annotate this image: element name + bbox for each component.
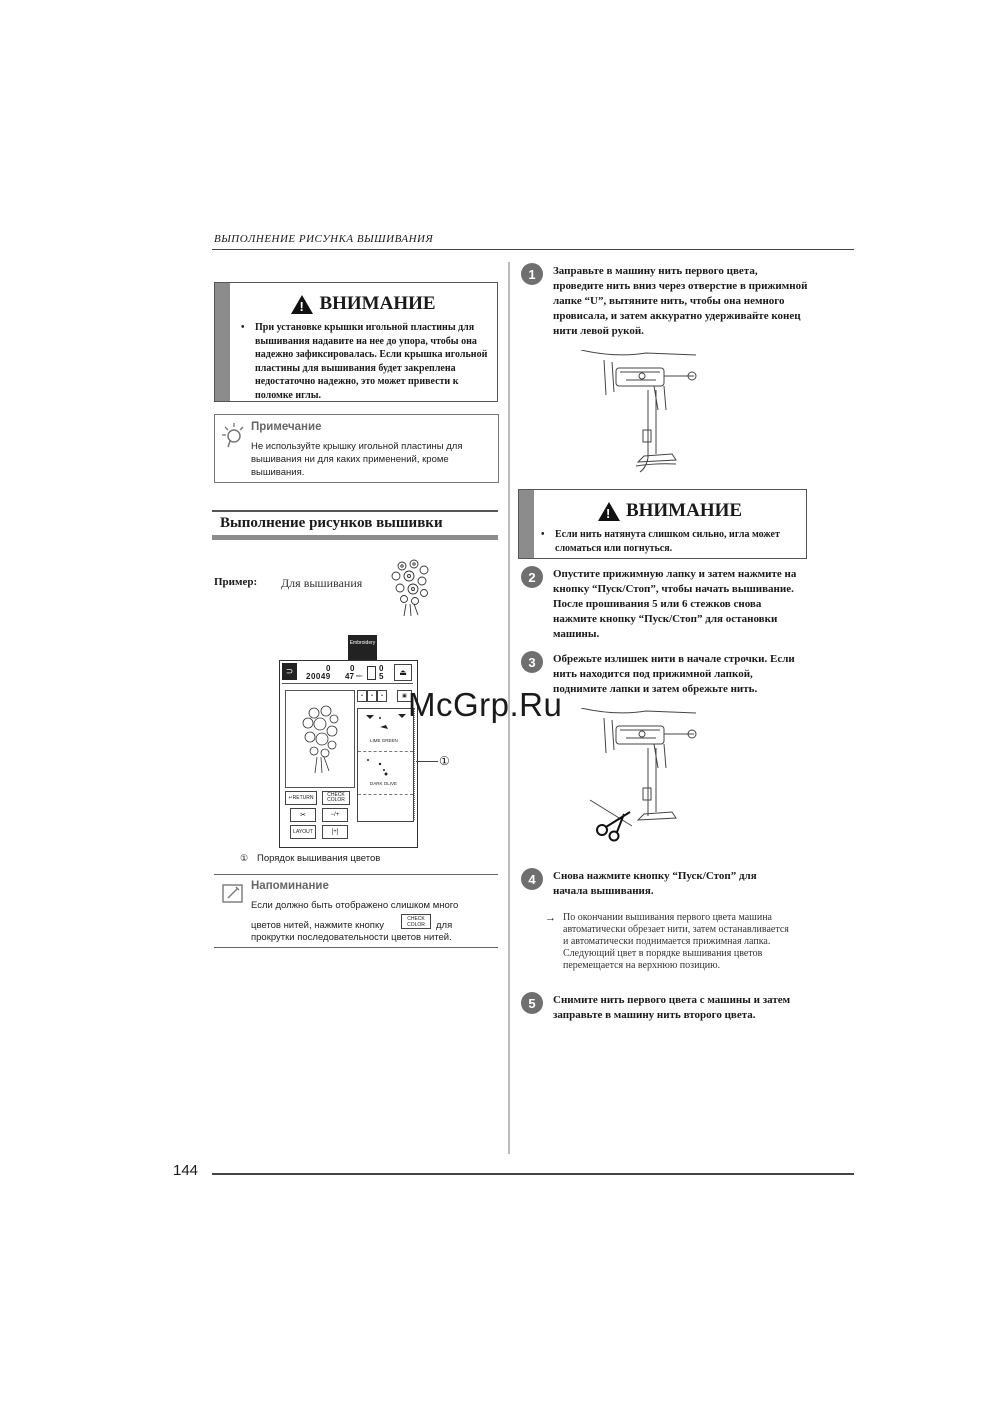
needle-mode-button[interactable]: ⏏	[394, 664, 412, 681]
step-1-text: Заправьте в машину нить первого цвета, проведите нить вниз через отверстие в прижимной лапке “U”, вытяните нить, чтобы она немного провисала, и затем аккуратно удерживайте конец нити левой рукой.	[553, 265, 808, 337]
min-unit: min	[356, 673, 363, 678]
lightbulb-icon	[221, 421, 245, 449]
color-counter-total: 5	[379, 672, 384, 681]
step-4-number: 4	[521, 868, 543, 890]
color-counter-top: 0	[379, 664, 384, 673]
section-heading	[212, 510, 498, 540]
step-4-text: Снова нажмите кнопку “Пуск/Стоп” для начала вышивания.	[553, 870, 757, 897]
caution-box	[214, 282, 498, 402]
scissors-icon	[594, 808, 634, 842]
reminder-bottom-rule	[214, 947, 498, 948]
mode-button[interactable]: ▣	[397, 690, 412, 702]
presser-foot-icon: ⊃	[282, 663, 297, 680]
step-5-text: Снимите нить первого цвета с машины и затем заправьте в машину нить второго цвета.	[553, 994, 791, 1021]
step-5-number: 5	[521, 992, 543, 1014]
warning-triangle-icon: !	[291, 295, 313, 314]
caution-2-side-bar	[519, 490, 534, 558]
legend-marker: ①	[240, 853, 249, 863]
caution-2-text-block	[541, 528, 800, 555]
time-counter-top: 0	[350, 664, 355, 673]
caution-text: При установке крышки игольной пластины для вышивания надавите на нее до упора, чтобы она надежно зафиксировалась. Если крышка игольной пластины для вышивания будет закреплена недостаточно надежно, это может привести к поломке иглы.	[255, 322, 488, 401]
color-1-name: LIME GREEN	[370, 738, 398, 743]
trial-button[interactable]: [+]	[322, 825, 348, 839]
color-list-scrollbar[interactable]	[414, 708, 417, 820]
caution-box-2	[518, 489, 807, 559]
embroidery-bouquet-image	[384, 556, 436, 618]
move-left-button[interactable]: •	[357, 690, 367, 702]
example-value: Для вышивания	[281, 576, 363, 590]
move-mid-button[interactable]: •	[367, 690, 377, 702]
screen-tab	[348, 635, 377, 661]
move-right-button[interactable]: •	[377, 690, 387, 702]
result-text: По окончании вышивания первого цвета машина автоматически обрезает нити, затем останавливается и автоматически поднимается прижимная лапка. Следующий цвет в порядке вышивания цветов перемещается на верхнюю позицию.	[563, 912, 789, 971]
callout-marker: ①	[439, 754, 450, 768]
status-bar	[282, 663, 413, 684]
reminder-top-rule	[214, 874, 498, 875]
tension-button[interactable]: −/+	[322, 808, 348, 822]
check-color-button[interactable]: CHECK COLOR	[322, 791, 350, 805]
note-label: Примечание	[251, 421, 322, 433]
page-number: 144	[173, 1162, 199, 1179]
reminder-check-color-button: CHECK COLOR	[401, 914, 431, 929]
bullet: •	[541, 529, 545, 540]
color-list	[357, 708, 414, 822]
color-2-name: DARK OLIVE	[370, 781, 398, 786]
bullet: •	[241, 322, 245, 333]
watermark: McGrp.Ru	[408, 686, 563, 723]
caution-2-text: Если нить натянута слишком сильно, игла может сломаться или погнуться.	[555, 529, 780, 554]
reminder-text-2: цветов нитей, нажмите кнопку	[251, 920, 384, 931]
caution-2-title: ВНИМАНИЕ	[625, 500, 743, 521]
stitch-counter: 20049	[306, 672, 331, 681]
color-1-pattern	[358, 709, 413, 737]
section-title: Выполнение рисунков вышивки	[220, 515, 443, 531]
footer-rule	[212, 1173, 854, 1175]
reminder-text-4: прокрутки последовательности цветов нитей.	[251, 932, 452, 943]
stitch-counter-top: 0	[326, 664, 331, 673]
warning-triangle-icon: !	[598, 502, 620, 521]
layout-button[interactable]: LAYOUT	[290, 825, 316, 839]
step-2-text: Опустите прижимную лапку и затем нажмите на кнопку “Пуск/Стоп”, чтобы начать вышивание. После прошивания 5 или 6 стежков снова нажмите кнопку “Пуск/Стоп” для остановки машины.	[553, 568, 797, 640]
design-preview	[285, 690, 355, 788]
caution-2-heading	[534, 500, 806, 522]
note-box	[214, 414, 499, 483]
example-label: Пример:	[214, 576, 258, 588]
lcd-screen	[279, 660, 418, 848]
preview-bouquet-image	[286, 691, 354, 787]
caution-side-bar	[215, 283, 230, 401]
step-3-number: 3	[521, 651, 543, 673]
caution-title: ВНИМАНИЕ	[319, 293, 436, 314]
time-counter: 47	[345, 672, 354, 681]
screen-tab-label: Embroidery	[349, 640, 376, 646]
thread-cut-button[interactable]: ✂	[290, 808, 316, 822]
color-item-2	[358, 752, 413, 795]
callout-line	[416, 761, 438, 762]
reminder-text-1: Если должно быть отображено слишком много	[251, 900, 459, 911]
step-3-text: Обрежьте излишек нити в начале строчки. Если нить находится под прижимной лапкой, поднимите лапки и затем обрежьте нить.	[553, 653, 795, 695]
presser-foot-illustration	[576, 350, 710, 475]
header-rule	[212, 249, 854, 250]
legend-text: Порядок вышивания цветов	[257, 853, 381, 864]
result-arrow: →	[545, 912, 556, 924]
running-header: ВЫПОЛНЕНИЕ РИСУНКА ВЫШИВАНИЯ	[214, 233, 434, 245]
caution-heading	[230, 293, 497, 315]
step-2-number: 2	[521, 566, 543, 588]
step-1-number: 1	[521, 263, 543, 285]
thread-icon	[367, 666, 376, 680]
reminder-text-3: для	[436, 920, 453, 931]
reminder-label: Напоминание	[251, 880, 329, 892]
color-item-1	[358, 709, 413, 752]
return-button[interactable]: ↵ RETURN	[285, 791, 317, 805]
caution-text-block	[241, 321, 495, 402]
note-text: Не используйте крышку игольной пластины для вышивания ни для каких применений, кроме вышивания.	[251, 441, 463, 478]
color-2-pattern	[358, 752, 413, 780]
memo-icon	[221, 882, 245, 904]
